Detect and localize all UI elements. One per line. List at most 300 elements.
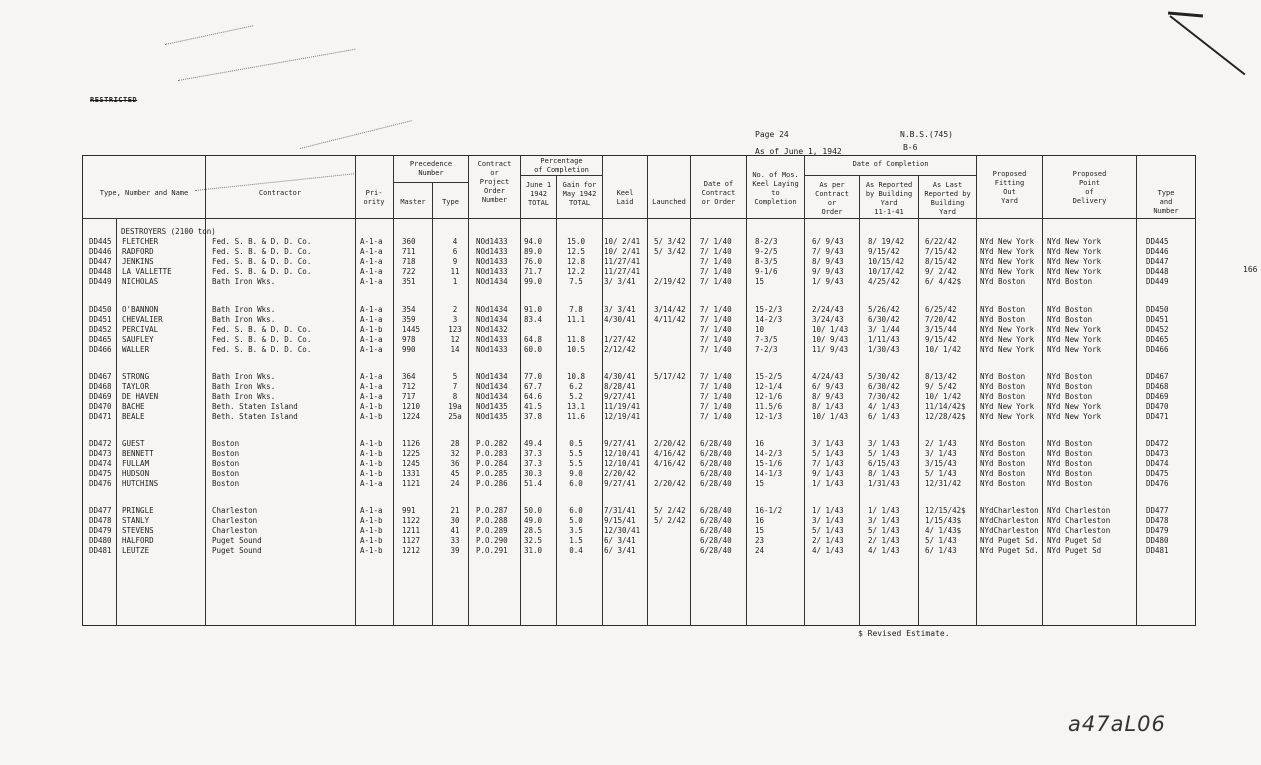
months-to-completion: 7-2/3 [755, 345, 778, 354]
column-divider [205, 155, 206, 626]
keel-laid: 6/ 3/41 [604, 536, 636, 545]
months-to-completion: 24 [755, 546, 765, 555]
type-number: 4 [452, 237, 458, 246]
completion-reported: 5/30/42 [868, 372, 900, 381]
completion-contract: 8/ 9/43 [812, 392, 844, 401]
delivery-point: NYd Boston [1047, 469, 1093, 478]
order-number: P.O.282 [476, 439, 508, 448]
master-number: 978 [402, 335, 416, 344]
completion-reported: 3/ 1/44 [868, 325, 900, 334]
hull-number: DD445 [89, 237, 112, 246]
ship-name: HUDSON [122, 469, 150, 478]
master-number: 990 [402, 345, 416, 354]
completion-reported: 3/ 1/43 [868, 516, 900, 525]
header-as-per-contract: As per Contract or Order [815, 181, 849, 216]
order-number: P.O.286 [476, 479, 508, 488]
header-type: Type [442, 198, 459, 206]
launched: 2/19/42 [654, 277, 686, 286]
delivery-point: NYd Charleston [1047, 506, 1111, 515]
delivery-point: NYd Boston [1047, 315, 1093, 324]
keel-laid: 12/30/41 [604, 526, 641, 535]
months-to-completion: 15-2/5 [755, 372, 783, 381]
completion-contract: 7/ 1/43 [812, 459, 844, 468]
completion-last: 8/13/42 [925, 372, 957, 381]
type-number: 25a [448, 412, 462, 421]
completion-contract: 2/24/43 [812, 305, 844, 314]
page-number: Page 24 [755, 130, 789, 139]
june-total: 71.7 [524, 267, 543, 276]
type-and-number: DD471 [1146, 412, 1169, 421]
may-gain: 12.8 [566, 257, 586, 266]
header-date-completion: Date of Completion [852, 160, 929, 168]
type-number: 7 [452, 382, 458, 391]
ship-name: O'BANNON [122, 305, 159, 314]
fitting-yard: NYdCharleston [980, 506, 1039, 515]
priority: A-1-a [360, 237, 383, 246]
completion-contract: 2/ 1/43 [812, 536, 844, 545]
contract-date: 7/ 1/40 [700, 382, 732, 391]
contractor: Charleston [212, 516, 258, 525]
months-to-completion: 15 [755, 277, 765, 286]
ship-name: LEUTZE [122, 546, 150, 555]
type-number: 123 [448, 325, 462, 334]
keel-laid: 12/10/41 [604, 459, 641, 468]
header-gain: Gain for May 1942 TOTAL [562, 181, 597, 207]
fitting-yard: NYd Boston [980, 315, 1026, 324]
master-number: 1212 [402, 546, 421, 555]
type-and-number: DD466 [1146, 345, 1169, 354]
column-divider [918, 175, 919, 626]
contractor: Fed. S. B. & D. D. Co. [212, 345, 312, 354]
as-of-date: As of June 1, 1942 [755, 147, 842, 156]
ship-name: BEALE [122, 412, 145, 421]
priority: A-1-a [360, 335, 383, 344]
type-number: 14 [450, 345, 460, 354]
delivery-point: NYd Boston [1047, 305, 1093, 314]
hull-number: DD479 [89, 526, 112, 535]
margin-number: 166 [1243, 265, 1258, 274]
order-number: NOd1433 [476, 345, 508, 354]
may-gain: 0.4 [569, 546, 583, 555]
header-type-name: Type, Number and Name [99, 189, 189, 197]
completion-last: 12/28/42$ [925, 412, 966, 421]
launched: 2/20/42 [654, 479, 686, 488]
completion-contract: 5/ 1/43 [812, 526, 844, 535]
months-to-completion: 14-1/3 [755, 469, 783, 478]
header-divider [82, 218, 1196, 219]
may-gain: 11.1 [566, 315, 586, 324]
keel-laid: 4/30/41 [604, 372, 636, 381]
master-number: 1245 [402, 459, 421, 468]
fitting-yard: NYd Boston [980, 392, 1026, 401]
may-gain: 12.2 [566, 267, 586, 276]
priority: A-1-a [360, 382, 383, 391]
june-total: 50.0 [524, 506, 543, 515]
contract-date: 7/ 1/40 [700, 335, 732, 344]
master-number: 1121 [402, 479, 421, 488]
type-and-number: DD472 [1146, 439, 1169, 448]
may-gain: 7.8 [569, 305, 583, 314]
months-to-completion: 9-1/6 [755, 267, 778, 276]
delivery-point: NYd New York [1047, 402, 1102, 411]
fitting-yard: NYd New York [980, 412, 1035, 421]
ship-name: HALFORD [122, 536, 154, 545]
priority: A-1-a [360, 506, 383, 515]
column-divider [1042, 155, 1043, 626]
completion-reported: 1/31/43 [868, 479, 900, 488]
contractor: Boston [212, 449, 240, 458]
may-gain: 11.8 [566, 335, 586, 344]
column-divider [355, 155, 356, 626]
type-and-number: DD476 [1146, 479, 1169, 488]
delivery-point: NYd Puget Sd [1047, 536, 1102, 545]
hull-number: DD468 [89, 382, 112, 391]
keel-laid: 11/27/41 [604, 267, 641, 276]
fitting-yard: NYd Boston [980, 277, 1026, 286]
june-total: 60.0 [524, 345, 543, 354]
order-number: P.O.287 [476, 506, 508, 515]
header-date-contract: Date of Contract or Order [701, 180, 736, 206]
months-to-completion: 15 [755, 526, 765, 535]
delivery-point: NYd Boston [1047, 382, 1093, 391]
completion-reported: 4/25/42 [868, 277, 900, 286]
contractor: Puget Sound [212, 546, 262, 555]
delivery-point: NYd New York [1047, 335, 1102, 344]
may-gain: 5.5 [569, 459, 583, 468]
header-launched: Launched [652, 198, 686, 206]
hull-number: DD471 [89, 412, 112, 421]
delivery-point: NYd New York [1047, 267, 1102, 276]
master-number: 722 [402, 267, 416, 276]
corner-mark [1169, 15, 1245, 75]
completion-reported: 2/ 1/43 [868, 536, 900, 545]
header-type-number: Type and Number [1153, 189, 1179, 215]
type-and-number: DD481 [1146, 546, 1169, 555]
master-number: 1225 [402, 449, 421, 458]
launched: 3/14/42 [654, 305, 686, 314]
header-divider [393, 182, 468, 183]
delivery-point: NYd Boston [1047, 479, 1093, 488]
completion-reported: 5/26/42 [868, 305, 900, 314]
may-gain: 15.0 [566, 237, 586, 246]
fitting-yard: NYd Puget Sd. [980, 546, 1039, 555]
priority: A-1-b [360, 469, 383, 478]
contractor: Fed. S. B. & D. D. Co. [212, 267, 312, 276]
completion-last: 2/ 1/43 [925, 439, 957, 448]
keel-laid: 10/ 2/41 [604, 237, 641, 246]
keel-laid: 9/27/41 [604, 439, 636, 448]
launched: 5/ 2/42 [654, 516, 686, 525]
completion-reported: 6/15/43 [868, 459, 900, 468]
completion-contract: 10/ 1/43 [812, 412, 849, 421]
type-number: 28 [450, 439, 460, 448]
june-total: 37.8 [524, 412, 543, 421]
master-number: 991 [402, 506, 416, 515]
master-number: 711 [402, 247, 416, 256]
contract-date: 7/ 1/40 [700, 237, 732, 246]
may-gain: 10.8 [566, 372, 586, 381]
master-number: 1122 [402, 516, 421, 525]
months-to-completion: 16-1/2 [755, 506, 783, 515]
delivery-point: NYd Boston [1047, 392, 1093, 401]
june-total: 49.4 [524, 439, 543, 448]
order-number: P.O.289 [476, 526, 508, 535]
master-number: 1445 [402, 325, 421, 334]
may-gain: 6.0 [569, 479, 583, 488]
may-gain: 11.6 [566, 412, 586, 421]
completion-contract: 1/ 1/43 [812, 506, 844, 515]
launched: 4/16/42 [654, 459, 686, 468]
may-gain: 7.5 [569, 277, 583, 286]
ship-name: RADFORD [122, 247, 154, 256]
hull-number: DD480 [89, 536, 112, 545]
completion-reported: 6/ 1/43 [868, 412, 900, 421]
contract-date: 6/28/40 [700, 479, 732, 488]
column-divider [468, 155, 469, 626]
priority: A-1-a [360, 247, 383, 256]
type-number: 30 [450, 516, 460, 525]
completion-last: 8/15/42 [925, 257, 957, 266]
priority: A-1-b [360, 402, 383, 411]
type-and-number: DD446 [1146, 247, 1169, 256]
keel-laid: 2/20/42 [604, 469, 636, 478]
fitting-yard: NYd Boston [980, 479, 1026, 488]
completion-last: 6/25/42 [925, 305, 957, 314]
june-total: 67.7 [524, 382, 543, 391]
contractor: Bath Iron Wks. [212, 277, 276, 286]
june-total: 49.0 [524, 516, 543, 525]
completion-last: 7/20/42 [925, 315, 957, 324]
months-to-completion: 11.5/6 [755, 402, 783, 411]
contractor: Charleston [212, 526, 258, 535]
months-to-completion: 15-1/6 [755, 459, 783, 468]
type-and-number: DD449 [1146, 277, 1169, 286]
completion-reported: 7/30/42 [868, 392, 900, 401]
keel-laid: 7/31/41 [604, 506, 636, 515]
delivery-point: NYd Boston [1047, 439, 1093, 448]
type-number: 11 [450, 267, 460, 276]
master-number: 1210 [402, 402, 421, 411]
type-number: 2 [452, 305, 458, 314]
completion-last: 6/ 4/42$ [925, 277, 962, 286]
delivery-point: NYd Boston [1047, 372, 1093, 381]
hull-number: DD478 [89, 516, 112, 525]
may-gain: 6.2 [569, 382, 583, 391]
hull-number: DD449 [89, 277, 112, 286]
priority: A-1-b [360, 439, 383, 448]
restricted-stamp: RESTRICTED [90, 96, 138, 104]
months-to-completion: 23 [755, 536, 765, 545]
fitting-yard: NYd New York [980, 237, 1035, 246]
column-divider [976, 155, 977, 626]
header-june1: June 1 1942 TOTAL [525, 181, 552, 207]
contract-date: 7/ 1/40 [700, 402, 732, 411]
header-precedence: Precedence Number [409, 160, 453, 177]
type-number: 24 [450, 479, 460, 488]
priority: A-1-b [360, 449, 383, 458]
hull-number: DD467 [89, 372, 112, 381]
type-and-number: DD445 [1146, 237, 1169, 246]
completion-contract: 3/24/43 [812, 315, 844, 324]
completion-contract: 10/ 9/43 [812, 335, 849, 344]
contract-date: 7/ 1/40 [700, 325, 732, 334]
june-total: 37.3 [524, 449, 543, 458]
launched: 5/17/42 [654, 372, 686, 381]
header-priority: Pri- ority [363, 189, 385, 206]
completion-contract: 4/ 1/43 [812, 546, 844, 555]
keel-laid: 4/30/41 [604, 315, 636, 324]
fitting-yard: NYd Boston [980, 372, 1026, 381]
contract-date: 7/ 1/40 [700, 277, 732, 286]
contractor: Boston [212, 459, 240, 468]
ship-name: GUEST [122, 439, 145, 448]
completion-last: 3/15/44 [925, 325, 957, 334]
type-number: 32 [450, 449, 460, 458]
fitting-yard: NYd Boston [980, 382, 1026, 391]
contract-date: 7/ 1/40 [700, 392, 732, 401]
header-as-reported: As Reported by Building Yard 11-1-41 [865, 181, 913, 216]
fitting-yard: NYd Boston [980, 439, 1026, 448]
hull-number: DD481 [89, 546, 112, 555]
header-divider [520, 175, 602, 176]
june-total: 41.5 [524, 402, 543, 411]
keel-laid: 9/27/41 [604, 392, 636, 401]
type-number: 5 [452, 372, 458, 381]
type-and-number: DD465 [1146, 335, 1169, 344]
months-to-completion: 14-2/3 [755, 315, 783, 324]
hull-number: DD477 [89, 506, 112, 515]
completion-last: 6/ 1/43 [925, 546, 957, 555]
column-divider [647, 155, 648, 626]
delivery-point: NYd New York [1047, 325, 1102, 334]
completion-contract: 3/ 1/43 [812, 516, 844, 525]
completion-last: 6/22/42 [925, 237, 957, 246]
fitting-yard: NYdCharleston [980, 516, 1039, 525]
type-and-number: DD468 [1146, 382, 1169, 391]
delivery-point: NYd New York [1047, 345, 1102, 354]
type-and-number: DD473 [1146, 449, 1169, 458]
master-number: 1126 [402, 439, 421, 448]
contract-date: 7/ 1/40 [700, 412, 732, 421]
keel-laid: 12/19/41 [604, 412, 641, 421]
june-total: 83.4 [524, 315, 543, 324]
priority: A-1-b [360, 325, 383, 334]
header-as-last: As Last Reported by Building Yard [924, 181, 971, 216]
priority: A-1-a [360, 372, 383, 381]
months-to-completion: 8-2/3 [755, 237, 778, 246]
type-and-number: DD478 [1146, 516, 1169, 525]
fitting-yard: NYd Puget Sd. [980, 536, 1039, 545]
master-number: 364 [402, 372, 416, 381]
header-fitting: Proposed Fitting Out Yard [992, 170, 1027, 205]
ship-name: WALLER [122, 345, 150, 354]
type-and-number: DD470 [1146, 402, 1169, 411]
completion-contract: 9/ 1/43 [812, 469, 844, 478]
may-gain: 6.0 [569, 506, 583, 515]
launched: 4/16/42 [654, 449, 686, 458]
june-total: 89.0 [524, 247, 543, 256]
master-number: 1211 [402, 526, 421, 535]
ship-name: CHEVALIER [122, 315, 163, 324]
completion-contract: 10/ 1/43 [812, 325, 849, 334]
completion-last: 3/ 1/43 [925, 449, 957, 458]
completion-contract: 3/ 1/43 [812, 439, 844, 448]
june-total: 94.0 [524, 237, 543, 246]
completion-reported: 3/ 1/43 [868, 439, 900, 448]
type-number: 33 [450, 536, 460, 545]
completion-last: 7/15/42 [925, 247, 957, 256]
june-total: 28.5 [524, 526, 543, 535]
order-number: NOd1433 [476, 237, 508, 246]
completion-contract: 8/ 1/43 [812, 402, 844, 411]
type-number: 8 [452, 392, 458, 401]
completion-reported: 1/11/43 [868, 335, 900, 344]
ship-name: JENKINS [122, 257, 154, 266]
fitting-yard: NYd Boston [980, 449, 1026, 458]
delivery-point: NYd Charleston [1047, 516, 1111, 525]
priority: A-1-b [360, 412, 383, 421]
completion-reported: 1/30/43 [868, 345, 900, 354]
master-number: 1224 [402, 412, 421, 421]
completion-last: 10/ 1/42 [925, 345, 962, 354]
order-number: NOd1433 [476, 335, 508, 344]
type-and-number: DD474 [1146, 459, 1169, 468]
master-number: 354 [402, 305, 416, 314]
contractor: Beth. Staten Island [212, 402, 298, 411]
type-and-number: DD451 [1146, 315, 1169, 324]
priority: A-1-a [360, 392, 383, 401]
column-divider [1136, 155, 1137, 626]
keel-laid: 6/ 3/41 [604, 546, 636, 555]
may-gain: 13.1 [566, 402, 586, 411]
delivery-point: NYd Charleston [1047, 526, 1111, 535]
fitting-yard: NYd New York [980, 335, 1035, 344]
delivery-point: NYd Boston [1047, 449, 1093, 458]
fitting-yard: NYd Boston [980, 459, 1026, 468]
priority: A-1-b [360, 459, 383, 468]
type-number: 3 [452, 315, 458, 324]
ship-name: FLETCHER [122, 237, 159, 246]
hull-number: DD446 [89, 247, 112, 256]
priority: A-1-a [360, 277, 383, 286]
completion-reported: 10/17/42 [868, 267, 905, 276]
contract-date: 6/28/40 [700, 459, 732, 468]
contractor: Bath Iron Wks. [212, 305, 276, 314]
contractor: Fed. S. B. & D. D. Co. [212, 325, 312, 334]
keel-laid: 12/10/41 [604, 449, 641, 458]
completion-last: 3/15/43 [925, 459, 957, 468]
fitting-yard: NYd New York [980, 257, 1035, 266]
june-total: 99.0 [524, 277, 543, 286]
header-delivery: Proposed Point of Delivery [1072, 170, 1107, 205]
months-to-completion: 12-1/3 [755, 412, 783, 421]
ship-name: PERCIVAL [122, 325, 159, 334]
ship-name: BENNETT [122, 449, 154, 458]
hull-number: DD474 [89, 459, 112, 468]
type-number: 6 [452, 247, 458, 256]
months-to-completion: 14-2/3 [755, 449, 783, 458]
column-divider [602, 155, 603, 626]
ship-name: SAUFLEY [122, 335, 154, 344]
hull-number: DD470 [89, 402, 112, 411]
completion-contract: 11/ 9/43 [812, 345, 849, 354]
completion-last: 1/15/43$ [925, 516, 962, 525]
document-code: N.B.S.(745) [900, 130, 953, 139]
contractor: Fed. S. B. & D. D. Co. [212, 257, 312, 266]
hull-number: DD450 [89, 305, 112, 314]
master-number: 718 [402, 257, 416, 266]
priority: A-1-a [360, 345, 383, 354]
